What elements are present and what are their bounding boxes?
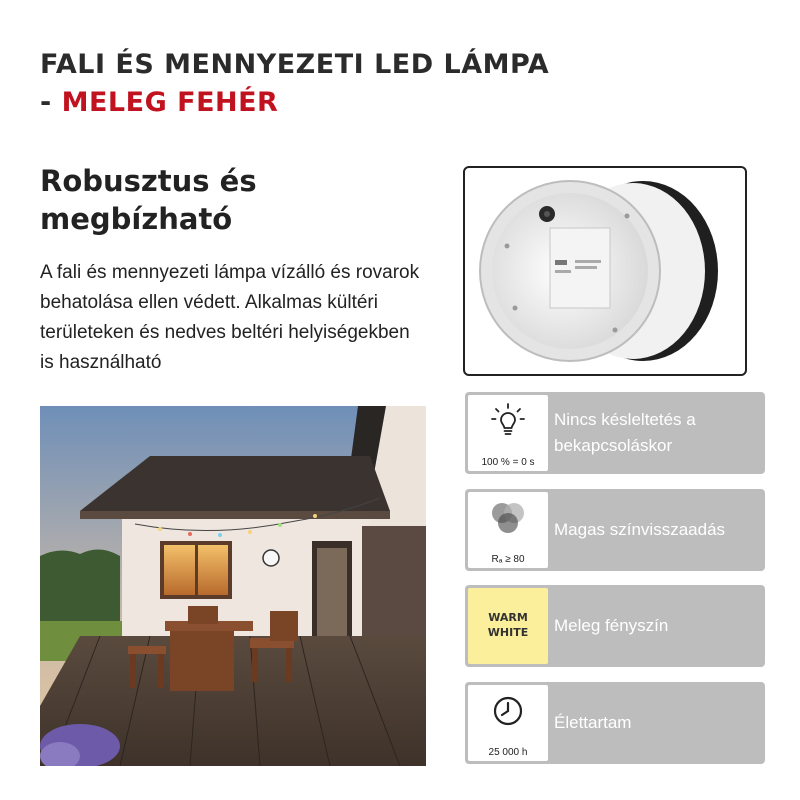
description-text: A fali és mennyezeti lámpa vízálló és rovarok behatolása ellen védett. Alkalmas kültéri területeken és nedves beltéri helyiségekben is használható <box>40 262 420 373</box>
warm-white-badge <box>468 610 548 640</box>
feature-caption: 100 % = 0 s <box>481 457 535 468</box>
feature-label: Élettartam <box>554 713 632 732</box>
feature-card-warm-white <box>465 585 765 667</box>
feature-card-lifetime <box>465 682 765 764</box>
title-highlight: MELEG FEHÉR <box>61 87 279 118</box>
title-line-1: FALI ÉS MENNYEZETI LED LÁMPA <box>40 49 550 80</box>
feature-icon-box <box>468 395 548 471</box>
badge-line-2: WHITE <box>487 626 529 639</box>
feature-caption: 25 000 h <box>488 747 528 758</box>
warm-white-icon <box>468 588 548 664</box>
color-rendering-icon <box>488 498 528 538</box>
feature-label: Meleg fényszín <box>554 616 669 635</box>
feature-caption: Rₐ ≥ 80 <box>491 554 525 565</box>
badge-line-1: WARM <box>488 611 528 624</box>
bulb-icon <box>488 401 528 441</box>
feature-card-color-rendering <box>465 489 765 571</box>
title-prefix: - <box>40 87 62 118</box>
section-headline: Robusztus és megbízható <box>40 164 257 236</box>
feature-icon-box <box>468 685 548 761</box>
page-title <box>40 46 549 122</box>
feature-card-no-delay <box>465 392 765 474</box>
feature-label: Magas színvisszaadás <box>554 520 726 539</box>
feature-label: Nincs késleltetés a bekapcsoláskor <box>554 410 696 455</box>
title-line-2 <box>40 84 549 122</box>
lamp-product-image <box>463 166 747 376</box>
feature-icon-box <box>468 492 548 568</box>
clock-icon <box>488 691 528 731</box>
house-terrace-photo <box>40 406 426 766</box>
